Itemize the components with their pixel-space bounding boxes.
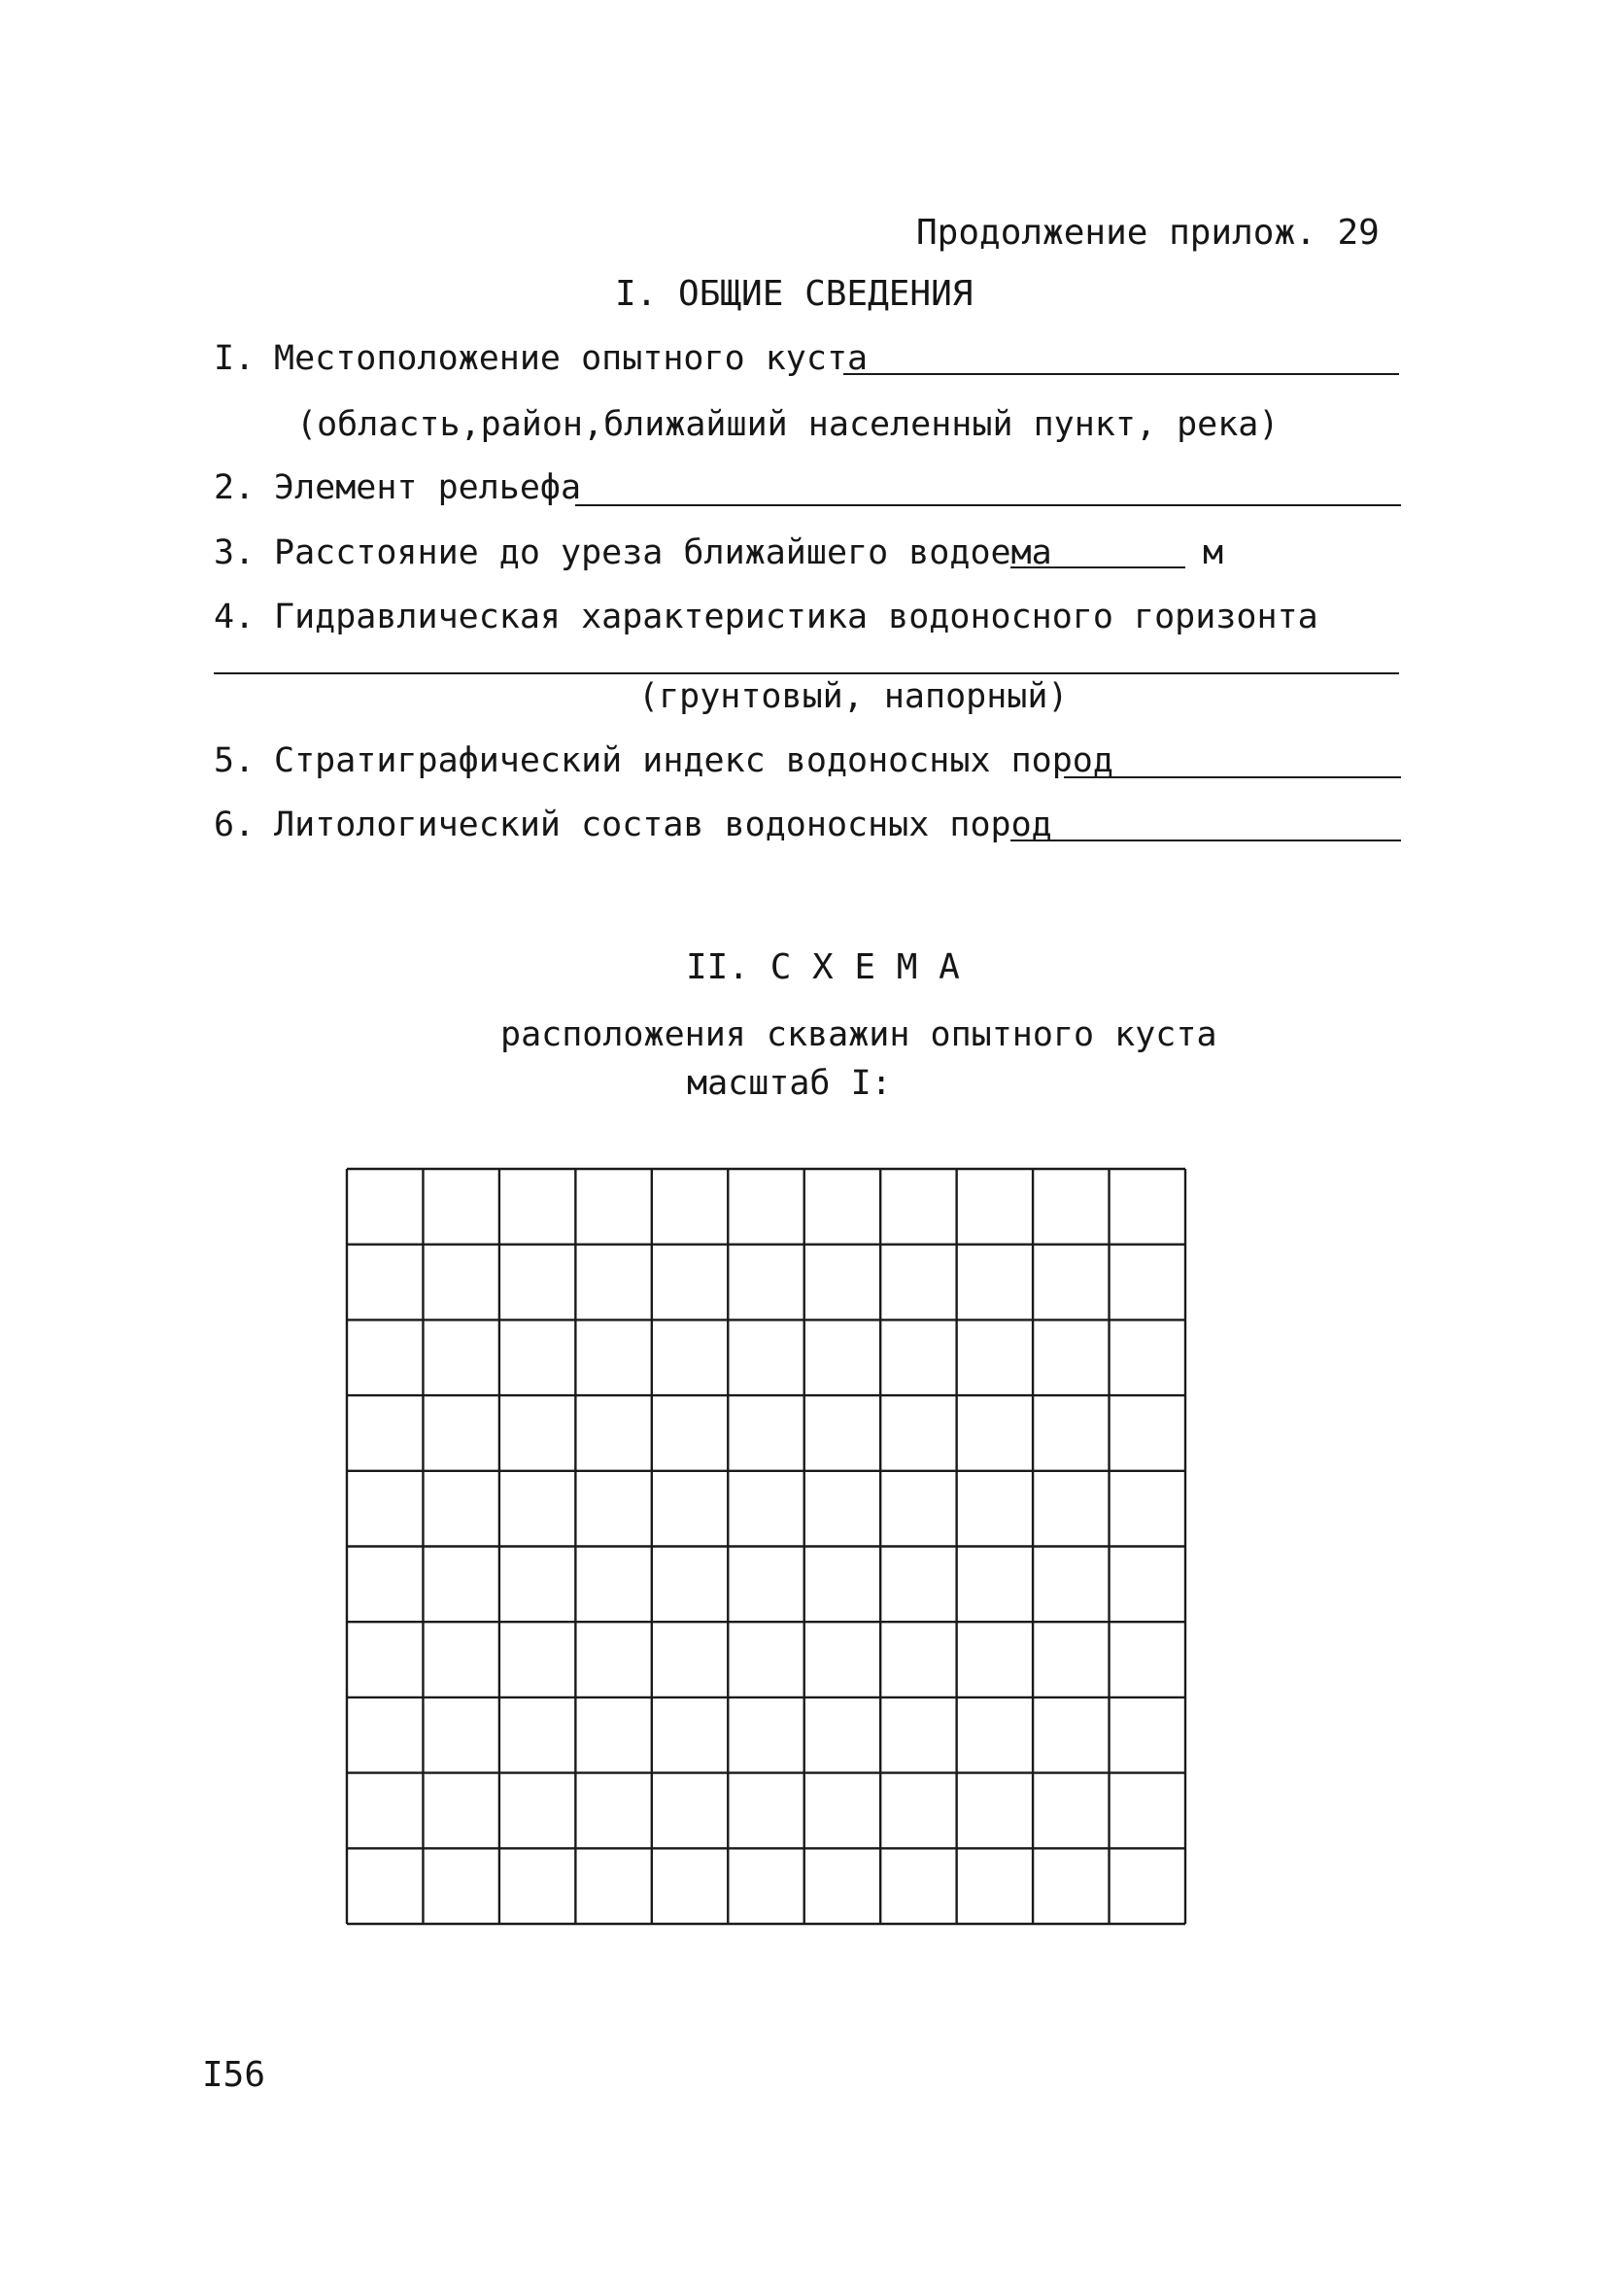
item-4-label: Гидравлическая характеристика водоносного горизонта <box>274 598 1318 636</box>
continuation-note: Продолжение прилож. 29 <box>916 213 1380 253</box>
item-5-number: 5. <box>214 741 256 780</box>
item-6-label: Литологический состав водоносных пород <box>274 805 1052 844</box>
item-3-label: Расстояние до уреза ближайшего водоема <box>274 533 1052 572</box>
section-2-subtitle: расположения скважин опытного куста <box>500 1015 1217 1054</box>
item-1-number: I. <box>214 339 256 378</box>
item-1-label: Местоположение опытного куста <box>274 339 869 378</box>
item-3-number: 3. <box>214 533 256 572</box>
item-3-unit: м <box>1203 533 1224 572</box>
item-5-label: Стратиграфический индекс водоносных пород <box>274 741 1113 780</box>
scale-label: масштаб I: <box>687 1064 892 1103</box>
item-4-number: 4. <box>214 598 256 636</box>
item-2-label: Элемент рельефа <box>274 468 582 507</box>
item-2-number: 2. <box>214 468 256 507</box>
page-number: I56 <box>202 2055 266 2095</box>
section-2-title: II. С Х Е М А <box>686 947 960 987</box>
item-4-note: (грунтовый, напорный) <box>638 677 1069 716</box>
item-6-number: 6. <box>214 805 256 844</box>
section-1-title: I. ОБЩИЕ СВЕДЕНИЯ <box>615 274 974 314</box>
item-1-note: (область,район,ближайший населенный пункт, река) <box>296 405 1280 444</box>
